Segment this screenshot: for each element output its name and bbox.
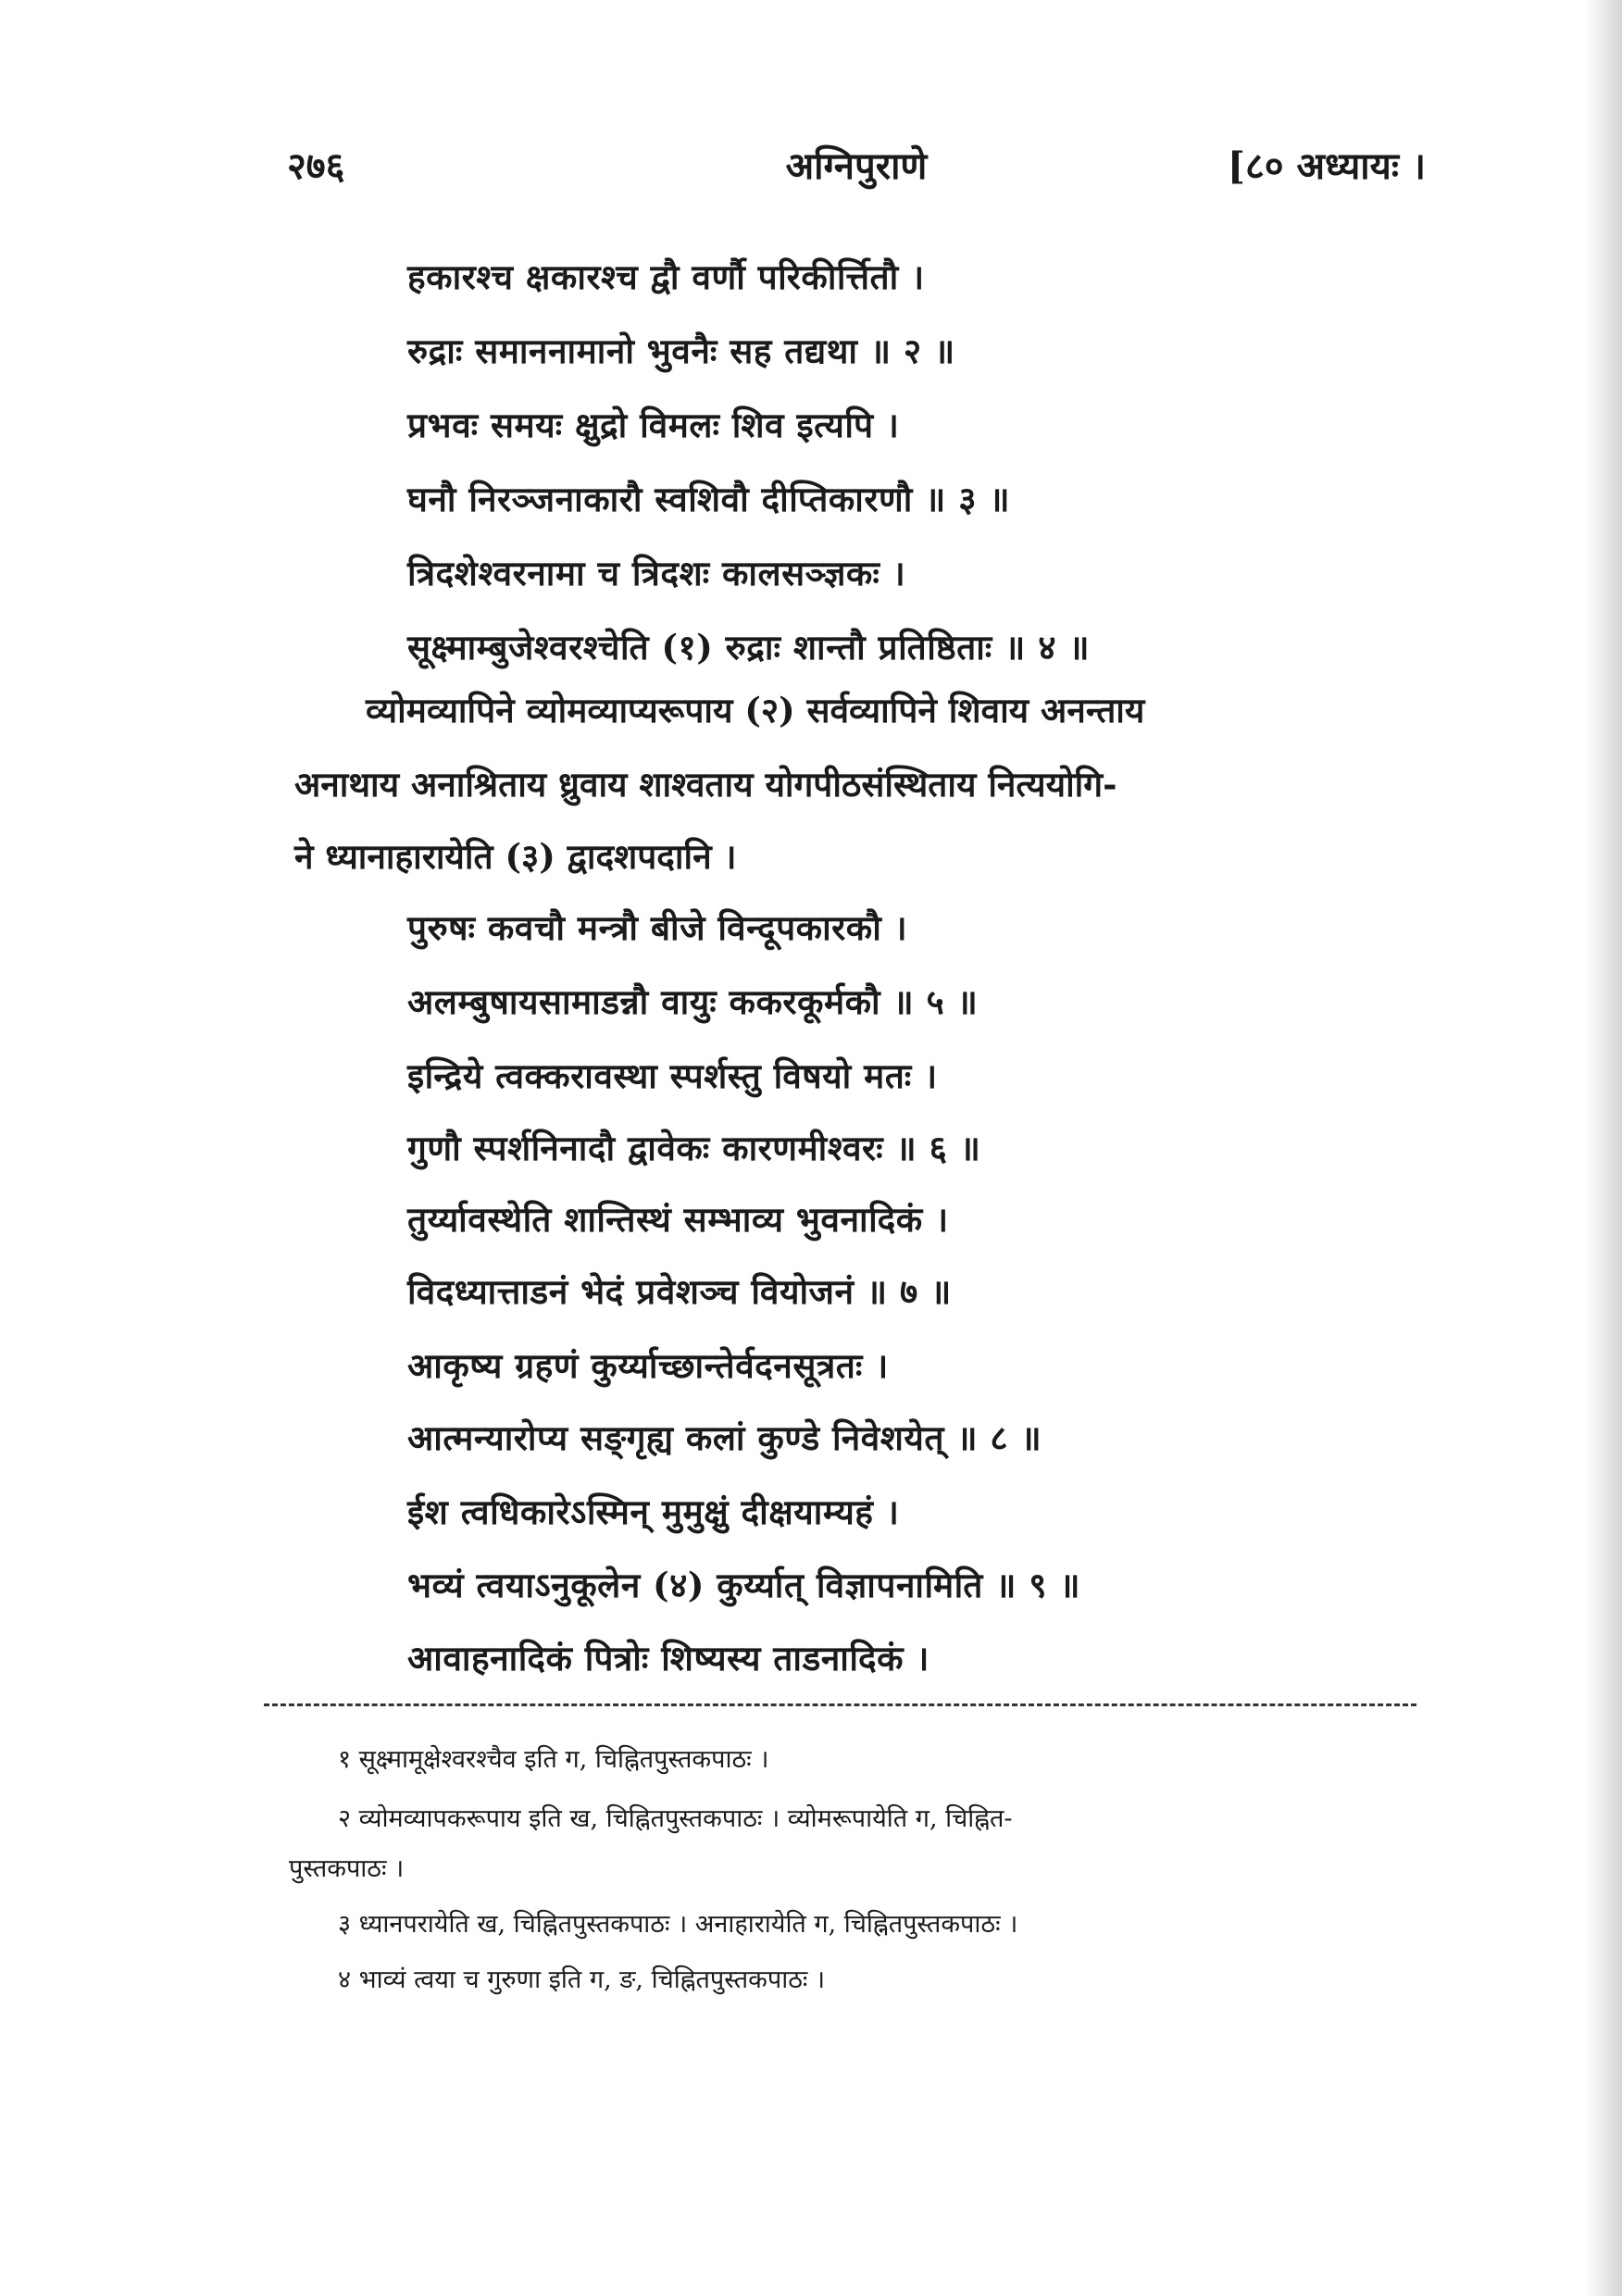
verse-line: रुद्राः समाननामानो भुवनैः सह तद्यथा ॥ २ ॥	[407, 331, 955, 371]
footnote: २ व्योमव्यापकरूपाय इति ख, चिह्नितपुस्तकपाठः । व्योमरूपायेति ग, चिह्नित-	[338, 1804, 1013, 1833]
verse-line: ईश त्वधिकारेऽस्मिन् मुमुक्षुं दीक्षयाम्यहं ।	[407, 1491, 900, 1532]
page-edge-shadow	[1585, 0, 1622, 2296]
verse-line: गुणौ स्पर्शनिनादौ द्वावेकः कारणमीश्वरः ॥ ६ ॥	[407, 1128, 981, 1168]
page-number: २७६	[287, 144, 345, 188]
verse-line: त्रिदशेश्वरनामा च त्रिदशः कालसञ्ज्ञकः ।	[407, 553, 906, 593]
prose-line: व्योमव्यापिने व्योमव्याप्यरूपाय (२) सर्वव्यापिने शिवाय अनन्ताय	[366, 690, 1145, 730]
verse-line: विदध्यात्ताडनं भेदं प्रवेशञ्च वियोजनं ॥ ७ ॥	[407, 1271, 952, 1312]
verse-line: हकारश्च क्षकारश्च द्वौ वर्णौ परिकीर्त्तितौ ।	[407, 256, 925, 297]
footnote: पुस्तकपाठः ।	[289, 1854, 405, 1883]
verse-line: इन्द्रिये त्वक्करावस्था स्पर्शस्तु विषयो मतः ।	[407, 1055, 938, 1096]
verse-line: आत्मन्यारोप्य सङ्गृह्य कलां कुण्डे निवेशयेत् ॥ ८ ॥	[407, 1417, 1042, 1458]
prose-line: अनाथाय अनाश्रिताय ध्रुवाय शाश्वताय योगपीठसंस्थिताय नित्ययोगि-	[294, 764, 1117, 805]
footnote: ४ भाव्यं त्वया च गुरुणा इति ग, ङ, चिह्नितपुस्तकपाठः ।	[338, 1965, 826, 1994]
verse-line: तुर्य्यावस्थेति शान्तिस्थं सम्भाव्य भुवनादिकं ।	[407, 1199, 949, 1240]
footnote: ३ ध्यानपरायेति ख, चिह्नितपुस्तकपाठः । अनाहारायेति ग, चिह्नितपुस्तकपाठः ।	[338, 1910, 1018, 1939]
verse-line: सूक्ष्माम्बुजेश्वरश्चेति (१) रुद्राः शान्तौ प्रतिष्ठिताः ॥ ४ ॥	[407, 627, 1090, 668]
chapter-label: [८० अध्यायः ।	[1228, 144, 1426, 188]
footnote-divider	[264, 1703, 1416, 1706]
verse-line: घनौ निरञ्जनाकारौ स्वशिवौ दीप्तिकारणौ ॥ ३ ॥	[407, 479, 1011, 519]
verse-line: अलम्बुषायसामाडन्नौ वायुः ककरकूर्मकौ ॥ ५ ॥	[407, 981, 979, 1022]
page-header	[287, 139, 1426, 204]
verse-line: आकृष्य ग्रहणं कुर्य्याच्छान्तेर्वदनसूत्रतः ।	[407, 1345, 889, 1386]
prose-line: ने ध्यानाहारायेति (३) द्वादशपदानि ।	[294, 836, 737, 877]
verse-line: आवाहनादिकं पित्रोः शिष्यस्य ताडनादिकं ।	[407, 1638, 930, 1678]
verse-line: भव्यं त्वयाऽनुकूलेन (४) कुर्य्यात् विज्ञापनामिति ॥ ९ ॥	[407, 1565, 1081, 1605]
verse-line: पुरुषः कवचौ मन्त्रौ बीजे विन्दूपकारकौ ।	[407, 907, 908, 948]
verse-line: प्रभवः समयः क्षुद्रो विमलः शिव इत्यपि ।	[407, 405, 900, 445]
running-title: अग्निपुराणे	[785, 144, 928, 188]
footnote: १ सूक्ष्मामूक्षेश्वरश्चैव इति ग, चिह्नितपुस्तकपाठः ।	[338, 1745, 769, 1774]
